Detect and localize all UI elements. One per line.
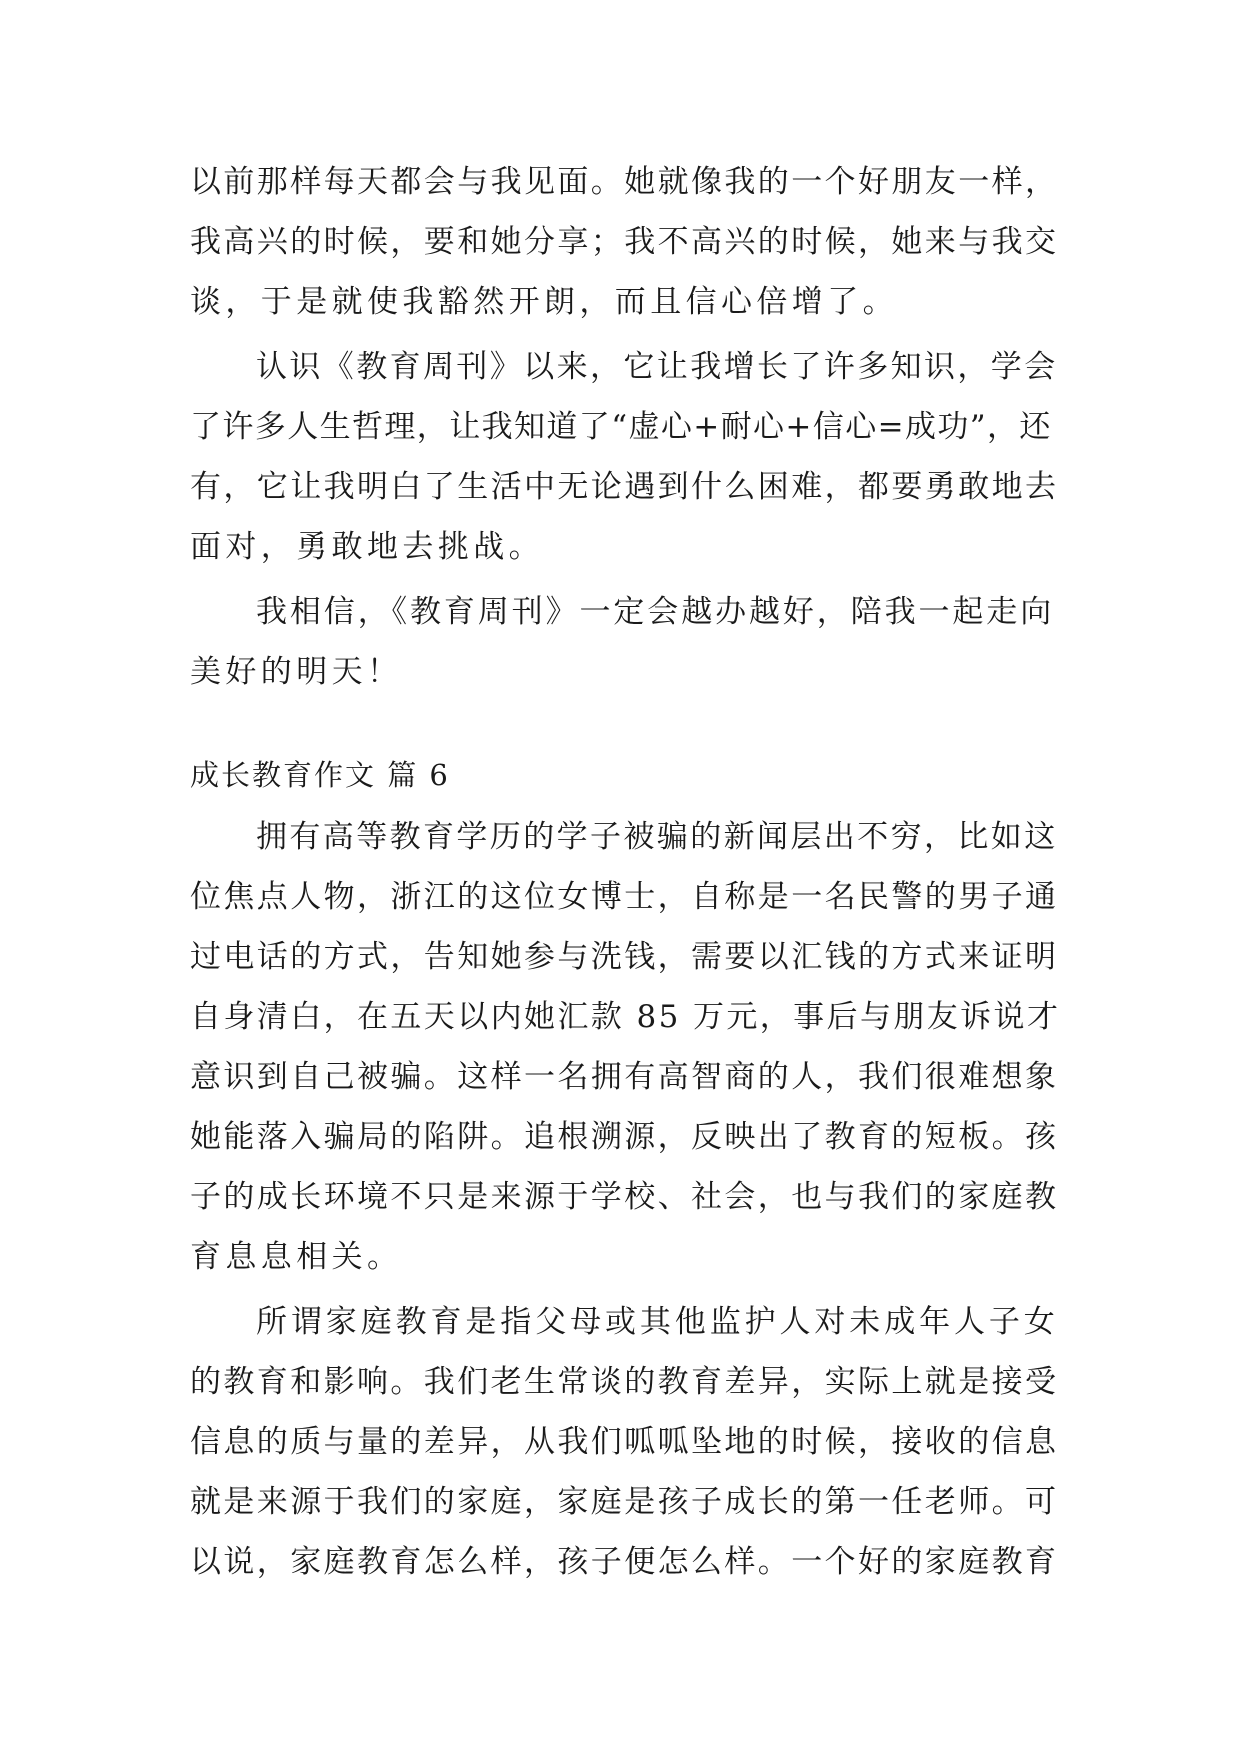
text-line: 面对，勇敢地去挑战。 — [190, 529, 544, 565]
text-line: 位焦点人物，浙江的这位女博士，自称是一名民警的男子通 — [190, 879, 1059, 915]
text-line: 信息的质与量的差异，从我们呱呱坠地的时候，接收的信息 — [190, 1424, 1059, 1460]
paragraph-first-line: 所谓家庭教育是指父母或其他监护人对未成年人子女 — [256, 1304, 1059, 1340]
text-line: 美好的明天！ — [190, 654, 403, 690]
text-line: 子的成长环境不只是来源于学校、社会，也与我们的家庭教 — [190, 1179, 1059, 1215]
text-line: 意识到自己被骗。这样一名拥有高智商的人，我们很难想象 — [190, 1059, 1059, 1095]
paragraph-first-line: 认识《教育周刊》以来，它让我增长了许多知识，学会 — [256, 349, 1058, 385]
paragraph-first-line: 拥有高等教育学历的学子被骗的新闻层出不穷，比如这 — [256, 819, 1058, 855]
text-line: 以前那样每天都会与我见面。她就像我的一个好朋友一样， — [190, 164, 1059, 200]
text-line: 就是来源于我们的家庭，家庭是孩子成长的第一任老师。可 — [190, 1484, 1059, 1520]
text-line: 自身清白，在五天以内她汇款 85 万元，事后与朋友诉说才 — [190, 999, 1061, 1035]
text-line: 有，它让我明白了生活中无论遇到什么困难，都要勇敢地去 — [190, 469, 1059, 505]
section-heading: 成长教育作文 篇 6 — [190, 758, 450, 792]
text-line: 以说，家庭教育怎么样，孩子便怎么样。一个好的家庭教育 — [190, 1544, 1059, 1580]
text-line: 她能落入骗局的陷阱。追根溯源，反映出了教育的短板。孩 — [190, 1119, 1059, 1155]
text-line: 了许多人生哲理，让我知道了“虚心+耐心+信心=成功”，还 — [190, 409, 1052, 445]
text-line: 的教育和影响。我们老生常谈的教育差异，实际上就是接受 — [190, 1364, 1059, 1400]
text-line: 过电话的方式，告知她参与洗钱，需要以汇钱的方式来证明 — [190, 939, 1059, 975]
text-line: 谈，于是就使我豁然开朗，而且信心倍增了。 — [190, 284, 898, 320]
paragraph-first-line: 我相信，《教育周刊》一定会越办越好，陪我一起走向 — [256, 594, 1055, 630]
text-line: 我高兴的时候，要和她分享；我不高兴的时候，她来与我交 — [190, 224, 1059, 260]
text-line: 育息息相关。 — [190, 1239, 403, 1275]
